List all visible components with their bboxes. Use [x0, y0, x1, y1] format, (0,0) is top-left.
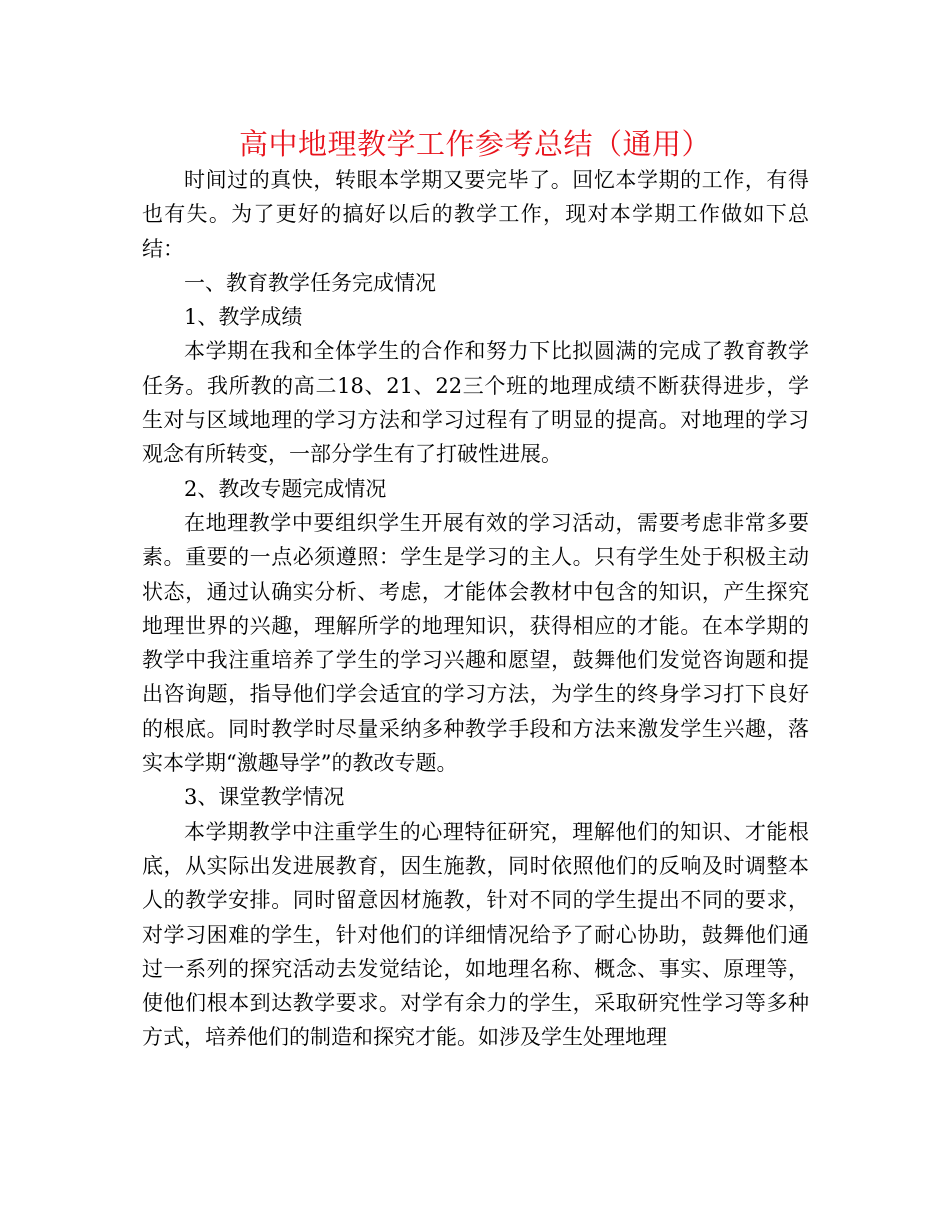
heading-teaching-results: 1、教学成绩 — [184, 305, 303, 330]
document-title: 高中地理教学工作参考总结（通用） — [238, 127, 711, 161]
paragraph-reform-topic: 在地理教学中要组织学生开展有效的学习活动，需要考虑非常多要素。重要的一点必须遵照：学生是学习的主人。只有学生处于积极主动状态，通过认确实分析、考虑，才能体会教材中包含的知识，产生探究地理世界的兴趣，理解所学的地理知识，获得相应的才能。在本学期的教学中我注重培养了学生的学习兴趣和愿望，鼓舞他们发觉咨询题和提出咨询题，指导他们学会适宜的学习方法，为学生的终身学习打下良好的根底。同时教学时尽量采纳多种教学手段和方法来激发学生兴趣，落实本学期“激趣导学”的教改专题。 — [142, 510, 809, 776]
heading-section-1: 一、教育教学任务完成情况 — [184, 270, 436, 295]
heading-reform-topic: 2、教改专题完成情况 — [184, 476, 387, 501]
paragraph-classroom-teaching: 本学期教学中注重学生的心理特征研究，理解他们的知识、才能根底，从实际出发进展教育，因生施教，同时依照他们的反响及时调整本人的教学安排。同时留意因材施教，针对不同的学生提出不同的要求，对学习困难的学生，针对他们的详细情况给予了耐心协助，鼓舞他们通过一系列的探究活动去发觉结论，如地理名称、概念、事实、原理等，使他们根本到达教学要求。对学有余力的学生，采取研究性学习等多种方式，培养他们的制造和探究才能。如涉及学生处理地理 — [142, 819, 809, 1050]
paragraph-intro: 时间过的真快，转眼本学期又要完毕了。回忆本学期的工作，有得也有失。为了更好的搞好以后的教学工作，现对本学期工作做如下总结： — [142, 168, 809, 261]
document-body — [142, 163, 809, 1055]
paragraph-teaching-results: 本学期在我和全体学生的合作和努力下比拟圆满的完成了教育教学任务。我所教的高二18、21、22三个班的地理成绩不断获得进步，学生对与区域地理的学习方法和学习过程有了明显的提高。对地理的学习观念有所转变，一部分学生有了打破性进展。 — [142, 339, 809, 467]
heading-classroom-teaching: 3、课堂教学情况 — [184, 785, 345, 810]
